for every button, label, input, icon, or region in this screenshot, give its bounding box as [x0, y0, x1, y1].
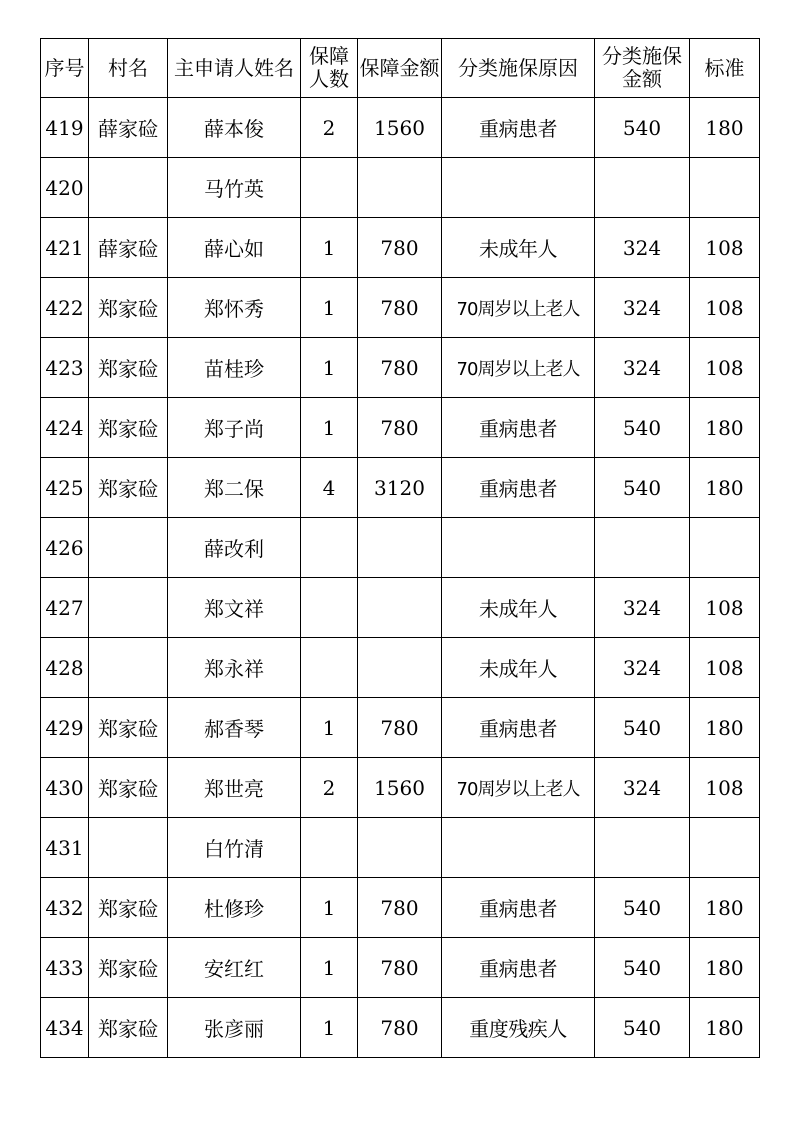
cell-reason: 未成年人: [442, 638, 595, 698]
cell-index: 429: [41, 698, 89, 758]
header-applicant: 主申请人姓名: [168, 39, 301, 98]
cell-standard: 180: [690, 998, 760, 1058]
cell-amount: 780: [358, 278, 442, 338]
cell-reason: 70周岁以上老人: [442, 758, 595, 818]
cell-village: [89, 638, 168, 698]
cell-index: 424: [41, 398, 89, 458]
cell-applicant: 郑怀秀: [168, 278, 301, 338]
cell-village: [89, 578, 168, 638]
cell-standard: 180: [690, 878, 760, 938]
cell-reason: 未成年人: [442, 578, 595, 638]
header-persons: 保障人数: [301, 39, 358, 98]
table-row: [41, 158, 760, 218]
cell-amount: [358, 578, 442, 638]
cell-village: [89, 818, 168, 878]
cell-applicant: 苗桂珍: [168, 338, 301, 398]
cell-amount: [358, 158, 442, 218]
cell-amount: [358, 818, 442, 878]
cell-reason: 重度残疾人: [442, 998, 595, 1058]
cell-reason: 70周岁以上老人: [442, 338, 595, 398]
table-row: [41, 998, 760, 1058]
cell-class-amount: 324: [595, 278, 690, 338]
cell-standard: 180: [690, 458, 760, 518]
cell-index: 428: [41, 638, 89, 698]
cell-standard: 108: [690, 638, 760, 698]
cell-persons: 1: [301, 878, 358, 938]
cell-village: 郑家硷: [89, 338, 168, 398]
cell-reason: [442, 158, 595, 218]
table-row: [41, 398, 760, 458]
cell-village: 郑家硷: [89, 398, 168, 458]
cell-index: 430: [41, 758, 89, 818]
cell-village: 薛家硷: [89, 218, 168, 278]
cell-persons: 4: [301, 458, 358, 518]
cell-reason: [442, 818, 595, 878]
table-row: [41, 98, 760, 158]
cell-standard: 108: [690, 278, 760, 338]
cell-amount: 780: [358, 878, 442, 938]
cell-index: 423: [41, 338, 89, 398]
cell-persons: 1: [301, 938, 358, 998]
cell-applicant: 郝香琴: [168, 698, 301, 758]
cell-class-amount: 540: [595, 98, 690, 158]
table-row: [41, 458, 760, 518]
cell-standard: 180: [690, 398, 760, 458]
cell-class-amount: 324: [595, 578, 690, 638]
cell-persons: 2: [301, 758, 358, 818]
cell-class-amount: 540: [595, 878, 690, 938]
cell-applicant: 郑二保: [168, 458, 301, 518]
cell-class-amount: 540: [595, 458, 690, 518]
cell-amount: 1560: [358, 98, 442, 158]
table-row: [41, 758, 760, 818]
cell-index: 426: [41, 518, 89, 578]
beneficiary-table: [40, 38, 760, 1058]
cell-applicant: 马竹英: [168, 158, 301, 218]
cell-village: [89, 158, 168, 218]
cell-amount: [358, 518, 442, 578]
cell-class-amount: [595, 818, 690, 878]
cell-village: 郑家硷: [89, 698, 168, 758]
cell-persons: 1: [301, 218, 358, 278]
cell-persons: 1: [301, 278, 358, 338]
header-class-amount: 分类施保金额: [595, 39, 690, 98]
cell-reason: 未成年人: [442, 218, 595, 278]
cell-persons: [301, 578, 358, 638]
cell-applicant: 郑世亮: [168, 758, 301, 818]
cell-standard: 108: [690, 338, 760, 398]
cell-reason: 重病患者: [442, 698, 595, 758]
table-row: [41, 698, 760, 758]
cell-persons: [301, 818, 358, 878]
table-row: [41, 518, 760, 578]
cell-persons: 1: [301, 998, 358, 1058]
cell-applicant: 白竹清: [168, 818, 301, 878]
cell-index: 431: [41, 818, 89, 878]
cell-reason: [442, 518, 595, 578]
cell-class-amount: 540: [595, 938, 690, 998]
cell-applicant: 薛心如: [168, 218, 301, 278]
cell-standard: 180: [690, 98, 760, 158]
cell-class-amount: 324: [595, 758, 690, 818]
cell-applicant: 郑子尚: [168, 398, 301, 458]
cell-standard: 180: [690, 938, 760, 998]
table-row: [41, 638, 760, 698]
cell-reason: 重病患者: [442, 938, 595, 998]
cell-village: [89, 518, 168, 578]
cell-persons: 1: [301, 698, 358, 758]
cell-standard: [690, 518, 760, 578]
cell-village: 郑家硷: [89, 458, 168, 518]
cell-applicant: 薛本俊: [168, 98, 301, 158]
cell-amount: 780: [358, 338, 442, 398]
cell-index: 421: [41, 218, 89, 278]
cell-class-amount: 324: [595, 338, 690, 398]
cell-reason: 70周岁以上老人: [442, 278, 595, 338]
cell-village: 郑家硷: [89, 278, 168, 338]
cell-index: 434: [41, 998, 89, 1058]
cell-class-amount: 324: [595, 638, 690, 698]
table-header-row: [41, 39, 760, 98]
cell-village: 郑家硷: [89, 938, 168, 998]
cell-standard: [690, 158, 760, 218]
cell-persons: 1: [301, 398, 358, 458]
cell-amount: 780: [358, 998, 442, 1058]
cell-applicant: 郑文祥: [168, 578, 301, 638]
cell-index: 422: [41, 278, 89, 338]
cell-index: 419: [41, 98, 89, 158]
cell-village: 郑家硷: [89, 998, 168, 1058]
cell-persons: 1: [301, 338, 358, 398]
header-standard: 标准: [690, 39, 760, 98]
cell-persons: 2: [301, 98, 358, 158]
cell-standard: 108: [690, 218, 760, 278]
cell-amount: 3120: [358, 458, 442, 518]
cell-reason: 重病患者: [442, 878, 595, 938]
cell-index: 433: [41, 938, 89, 998]
cell-class-amount: [595, 518, 690, 578]
cell-standard: 108: [690, 758, 760, 818]
cell-applicant: 杜修珍: [168, 878, 301, 938]
header-amount: 保障金额: [358, 39, 442, 98]
cell-class-amount: 540: [595, 698, 690, 758]
cell-amount: 780: [358, 398, 442, 458]
table-row: [41, 218, 760, 278]
cell-applicant: 张彦丽: [168, 998, 301, 1058]
cell-amount: 780: [358, 698, 442, 758]
cell-applicant: 薛改利: [168, 518, 301, 578]
cell-applicant: 安红红: [168, 938, 301, 998]
cell-reason: 重病患者: [442, 98, 595, 158]
table-row: [41, 338, 760, 398]
cell-index: 432: [41, 878, 89, 938]
table-row: [41, 878, 760, 938]
cell-amount: 780: [358, 218, 442, 278]
cell-standard: 108: [690, 578, 760, 638]
cell-class-amount: [595, 158, 690, 218]
cell-persons: [301, 518, 358, 578]
cell-village: 薛家硷: [89, 98, 168, 158]
cell-amount: [358, 638, 442, 698]
header-index: 序号: [41, 39, 89, 98]
header-reason: 分类施保原因: [442, 39, 595, 98]
cell-class-amount: 324: [595, 218, 690, 278]
table-row: [41, 938, 760, 998]
table-body: [41, 98, 760, 1058]
cell-persons: [301, 638, 358, 698]
table-row: [41, 278, 760, 338]
cell-index: 425: [41, 458, 89, 518]
cell-amount: 1560: [358, 758, 442, 818]
cell-persons: [301, 158, 358, 218]
cell-village: 郑家硷: [89, 758, 168, 818]
cell-amount: 780: [358, 938, 442, 998]
cell-index: 427: [41, 578, 89, 638]
cell-index: 420: [41, 158, 89, 218]
cell-applicant: 郑永祥: [168, 638, 301, 698]
cell-class-amount: 540: [595, 998, 690, 1058]
cell-village: 郑家硷: [89, 878, 168, 938]
cell-standard: 180: [690, 698, 760, 758]
header-village: 村名: [89, 39, 168, 98]
table-row: [41, 818, 760, 878]
cell-standard: [690, 818, 760, 878]
cell-class-amount: 540: [595, 398, 690, 458]
cell-reason: 重病患者: [442, 398, 595, 458]
table-row: [41, 578, 760, 638]
cell-reason: 重病患者: [442, 458, 595, 518]
